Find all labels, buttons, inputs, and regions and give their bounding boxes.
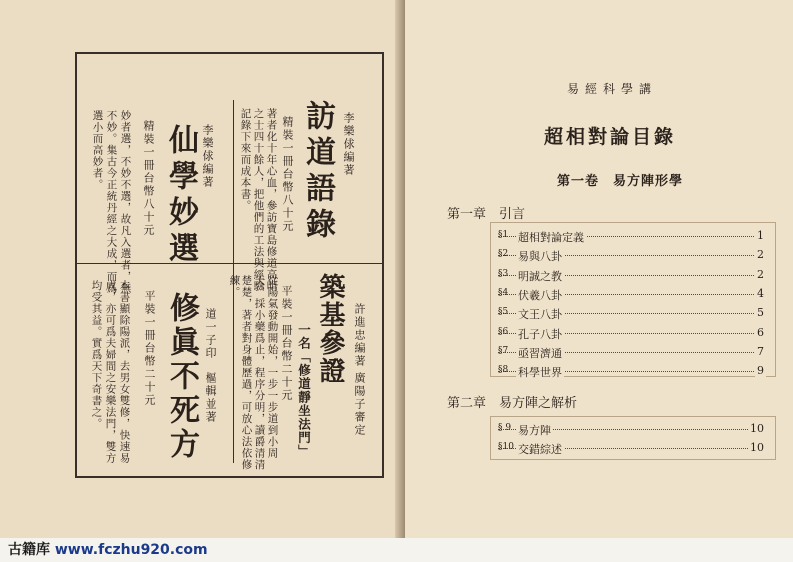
toc-entry xyxy=(498,441,766,456)
chapter-1-heading: 第一章 引言 xyxy=(447,207,526,222)
toc-entry xyxy=(498,287,766,302)
watermark xyxy=(8,539,208,559)
toc-section-number: §8 xyxy=(498,365,509,376)
toc-section-number: §7 xyxy=(498,345,509,356)
toc-page-number: 6 xyxy=(757,325,764,339)
toc-section-label: 科學世界 xyxy=(518,366,562,380)
volume-title: 第一卷 易方陣形學 xyxy=(556,174,683,189)
xianxue-author: 李樂俅編著 xyxy=(201,124,214,189)
fangdao-desc-1: 著者化十年心血，參訪寶島修道高明 xyxy=(265,108,278,292)
toc-section-number: §1 xyxy=(498,230,509,240)
toc-entry xyxy=(498,248,766,263)
xiuzhen-author2: 樞輯並著 xyxy=(204,372,217,424)
xiuzhen-desc-2: 成，亦可爲夫婦間之安樂法門，雙方 xyxy=(104,280,117,464)
watermark-url: www.fczhu920.com xyxy=(54,542,208,558)
toc-title: 超相對論目錄 xyxy=(543,126,676,148)
watermark-cn: 古籍库 xyxy=(8,542,50,558)
zhuji-author: 許進忠編著 xyxy=(353,303,366,368)
toc-section-number: § 9 xyxy=(498,423,512,433)
series-title: 易經科學講 xyxy=(566,82,657,96)
xianxue-desc-3: 選小而高妙者。 xyxy=(91,110,104,191)
fangdao-title: 訪道語錄 xyxy=(300,100,335,244)
toc-section-label: 孔子八卦 xyxy=(518,327,562,341)
xianxue-desc-1: 妙者選，不妙不選，故凡入選者，無 xyxy=(119,110,132,294)
xiuzhen-desc-3: 均受其益。實爲天下奇書之。 xyxy=(90,280,103,430)
toc-section-number: §10 xyxy=(498,442,514,452)
toc-section-label: 伏羲八卦 xyxy=(518,288,562,302)
toc-page-number: 10 xyxy=(750,441,764,454)
toc-entry xyxy=(498,268,766,283)
toc-page-number: 5 xyxy=(757,306,764,320)
toc-section-label: 亟習濟通 xyxy=(518,346,562,360)
toc-page-number: 2 xyxy=(757,248,764,262)
xiuzhen-title: 修眞不死方 xyxy=(164,292,199,462)
fangdao-price: 精裝一冊台幣八十元 xyxy=(281,116,294,233)
xianxue-price: 精裝一冊台幣八十元 xyxy=(142,120,155,237)
zhuji-price: 平裝一冊台幣二十元 xyxy=(280,285,293,402)
toc-section-label: 文王八卦 xyxy=(518,308,562,322)
toc-page-number: 10 xyxy=(750,422,764,435)
zhuji-title: 築基參證 xyxy=(315,273,345,385)
xiuzhen-desc-1: 本書顯除陽派，去男女雙修，快速易 xyxy=(118,280,131,464)
toc-entry xyxy=(498,364,766,379)
toc-entry xyxy=(498,229,766,244)
zhuji-desc-2: 天，採小藥爲止，程序分明，讀爵清清 xyxy=(253,275,266,471)
toc-section-number: §4 xyxy=(498,287,509,298)
zhuji-subtitle: 一名「修道靜坐法門」 xyxy=(296,323,312,458)
zhuji-desc-3: 楚楚，著者對身體歷過，可放心法依修 xyxy=(240,275,253,471)
chapter-2-heading: 第二章 易方陣之解析 xyxy=(447,396,578,411)
fangdao-desc-3: 記錄下來而成本書。 xyxy=(239,108,252,212)
toc-section-number: §3 xyxy=(498,268,509,279)
fangdao-desc-2: 之士四十餘人，把他們的工法與經驗 xyxy=(252,108,265,292)
zhuji-desc-4: 練。 xyxy=(228,275,241,298)
xiuzhen-price: 平裝一冊台幣二十元 xyxy=(143,290,156,407)
toc-section-label: 易與八卦 xyxy=(518,250,562,264)
toc-section-number: §5 xyxy=(498,307,509,318)
toc-page-number: 2 xyxy=(757,267,764,281)
xiuzhen-author: 道一子印 xyxy=(204,308,217,360)
toc-page-number: 9 xyxy=(757,364,764,378)
xianxue-title: 仙學妙選 xyxy=(163,124,198,268)
xianxue-desc-2: 不妙。集古今正統丹經之大成，而爲 xyxy=(105,110,118,294)
toc-section-label: 超相對論定義 xyxy=(518,231,584,244)
fangdao-author: 李樂俅編著 xyxy=(342,112,355,177)
right-page xyxy=(405,0,793,562)
zhuji-desc-1: 從陽氣發動開始，一步一步道到小周 xyxy=(266,275,279,459)
toc-entry xyxy=(498,306,766,321)
toc-section-number: §2 xyxy=(498,249,509,260)
watermark-bar xyxy=(0,538,793,562)
toc-page-number: 7 xyxy=(757,344,764,358)
toc-entry xyxy=(498,326,766,341)
toc-section-label: 明誠之教 xyxy=(518,269,562,283)
toc-page-number: 1 xyxy=(757,229,764,242)
toc-entry xyxy=(498,422,766,437)
zhuji-editor: 廣陽子審定 xyxy=(353,372,366,437)
toc-section-label: 易方陣 xyxy=(518,424,551,437)
toc-section-label: 交錯綜述 xyxy=(518,443,562,456)
toc-page-number: 4 xyxy=(757,286,764,300)
toc-entry xyxy=(498,345,766,360)
toc-section-number: §6 xyxy=(498,326,509,337)
